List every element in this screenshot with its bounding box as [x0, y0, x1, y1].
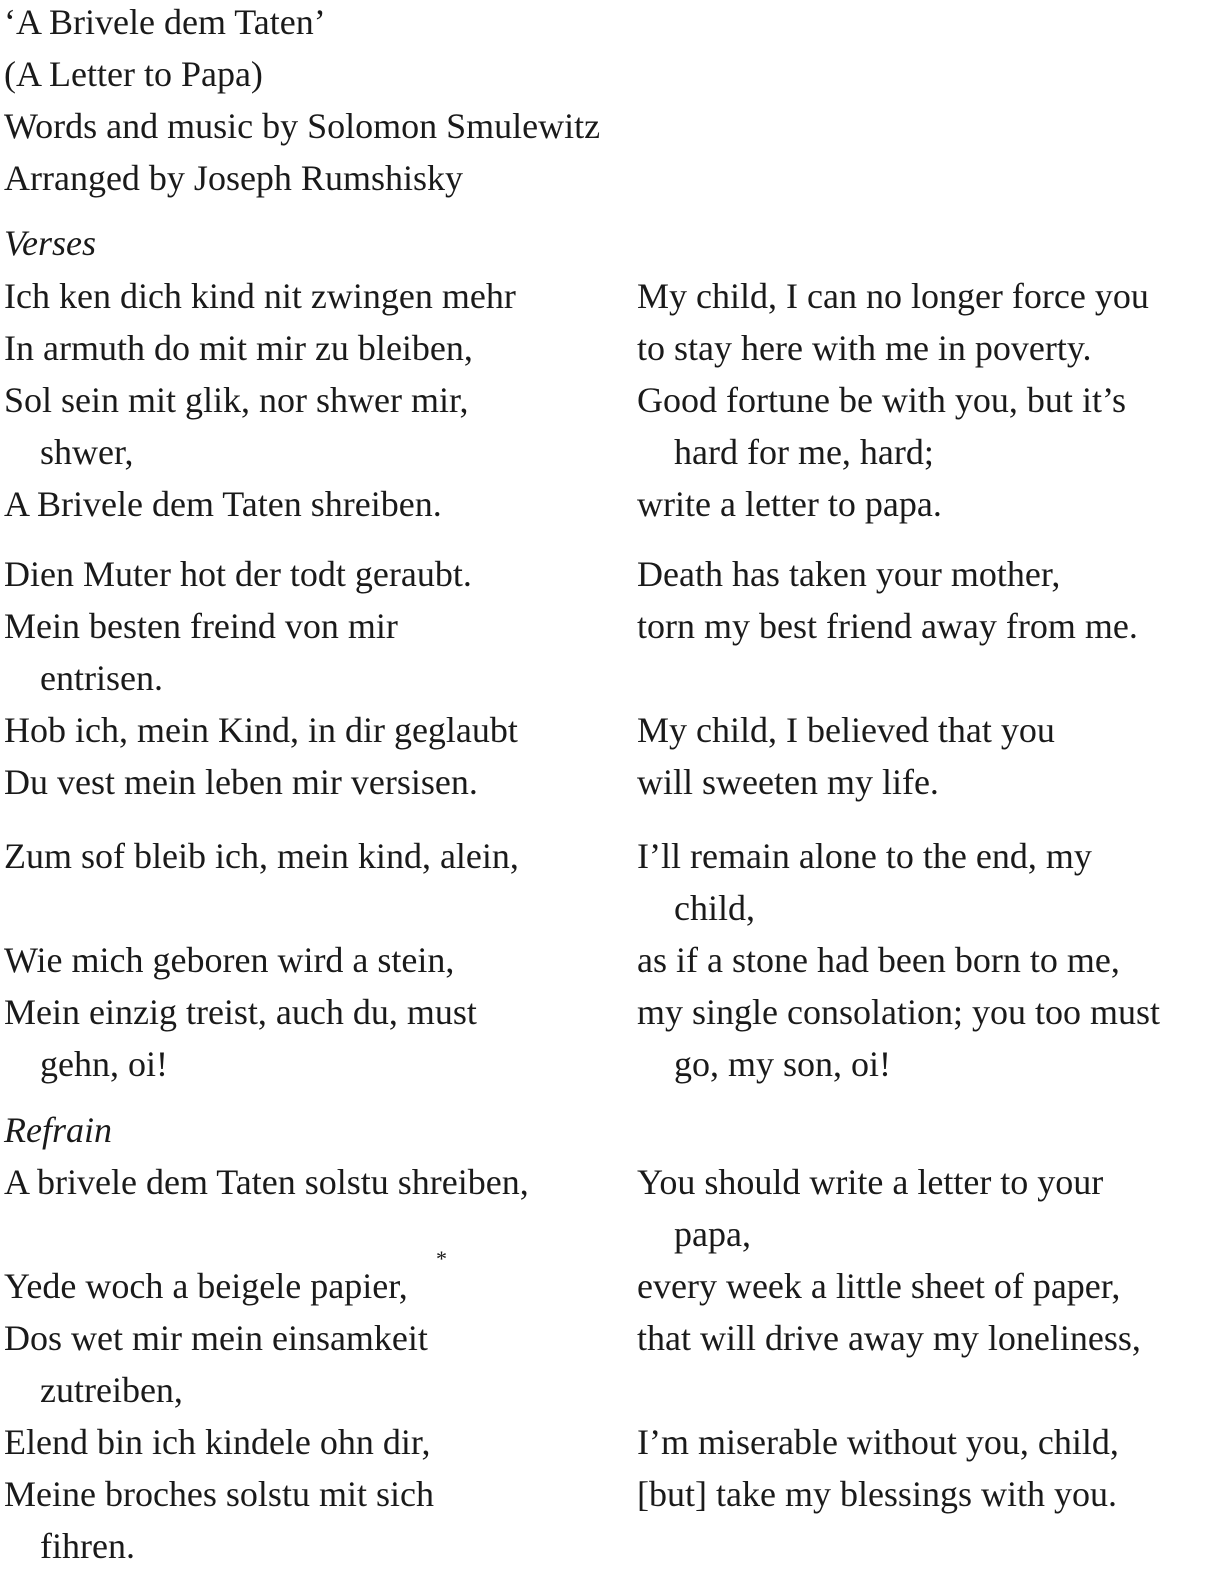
lyric-line-left: In armuth do mit mir zu bleiben,	[4, 328, 473, 368]
song-title: ‘A Brivele dem Taten’	[4, 2, 326, 42]
lyric-line-left: zutreiben,	[40, 1370, 183, 1410]
lyric-line-left: Mein besten freind von mir	[4, 606, 398, 646]
lyric-line-right: [but] take my blessings with you.	[637, 1474, 1117, 1514]
lyric-line-right: Good fortune be with you, but it’s	[637, 380, 1126, 420]
lyric-line-left: Mein einzig treist, auch du, must	[4, 992, 477, 1032]
lyric-line-left: A Brivele dem Taten shreiben.	[4, 484, 442, 524]
lyric-line-right: every week a little sheet of paper,	[637, 1266, 1121, 1306]
lyric-line-right: that will drive away my loneliness,	[637, 1318, 1141, 1358]
lyric-line-left: Yede woch a beigele papier,	[4, 1266, 408, 1306]
lyric-line-right: hard for me, hard;	[674, 432, 934, 472]
song-subtitle: (A Letter to Papa)	[4, 54, 263, 94]
lyric-line-right: to stay here with me in poverty.	[637, 328, 1092, 368]
lyric-line-left: Hob ich, mein Kind, in dir geglaubt	[4, 710, 518, 750]
lyric-line-left: Dien Muter hot der todt geraubt.	[4, 554, 472, 594]
lyric-line-right: Death has taken your mother,	[637, 554, 1061, 594]
lyric-line-left: Dos wet mir mein einsamkeit	[4, 1318, 428, 1358]
footnote-marker: *	[436, 1246, 447, 1271]
lyric-line-left: A brivele dem Taten solstu shreiben,	[4, 1162, 529, 1202]
lyric-line-right: write a letter to papa.	[637, 484, 942, 524]
credits-arranged: Arranged by Joseph Rumshisky	[4, 158, 463, 198]
lyric-line-right: I’ll remain alone to the end, my	[637, 836, 1092, 876]
lyric-line-right: You should write a letter to your	[637, 1162, 1104, 1202]
lyric-line-right: papa,	[674, 1214, 751, 1254]
lyric-line-right: will sweeten my life.	[637, 762, 939, 802]
lyric-line-left: Zum sof bleib ich, mein kind, alein,	[4, 836, 519, 876]
lyric-line-right: as if a stone had been born to me,	[637, 940, 1120, 980]
lyric-line-left: Ich ken dich kind nit zwingen mehr	[4, 276, 516, 316]
lyric-line-left: Wie mich geboren wird a stein,	[4, 940, 455, 980]
lyric-line-left: gehn, oi!	[40, 1044, 168, 1084]
lyric-line-left: fihren.	[40, 1526, 135, 1566]
lyric-line-left: shwer,	[40, 432, 134, 472]
lyric-line-right: torn my best friend away from me.	[637, 606, 1138, 646]
lyric-line-left: Meine broches solstu mit sich	[4, 1474, 434, 1514]
lyric-line-left: Du vest mein leben mir versisen.	[4, 762, 478, 802]
lyric-line-right: My child, I can no longer force you	[637, 276, 1149, 316]
lyric-line-left: Sol sein mit glik, nor shwer mir,	[4, 380, 469, 420]
lyric-line-right: go, my son, oi!	[674, 1044, 892, 1084]
section-label-verses: Verses	[4, 223, 96, 263]
lyric-line-left: Elend bin ich kindele ohn dir,	[4, 1422, 431, 1462]
credits-words-music: Words and music by Solomon Smulewitz	[4, 106, 601, 146]
lyric-line-right: My child, I believed that you	[637, 710, 1055, 750]
section-label-refrain: Refrain	[4, 1110, 112, 1150]
lyric-line-right: child,	[674, 888, 755, 928]
lyric-line-right: I’m miserable without you, child,	[637, 1422, 1119, 1462]
lyric-line-left: entrisen.	[40, 658, 163, 698]
lyric-line-right: my single consolation; you too must	[637, 992, 1160, 1032]
